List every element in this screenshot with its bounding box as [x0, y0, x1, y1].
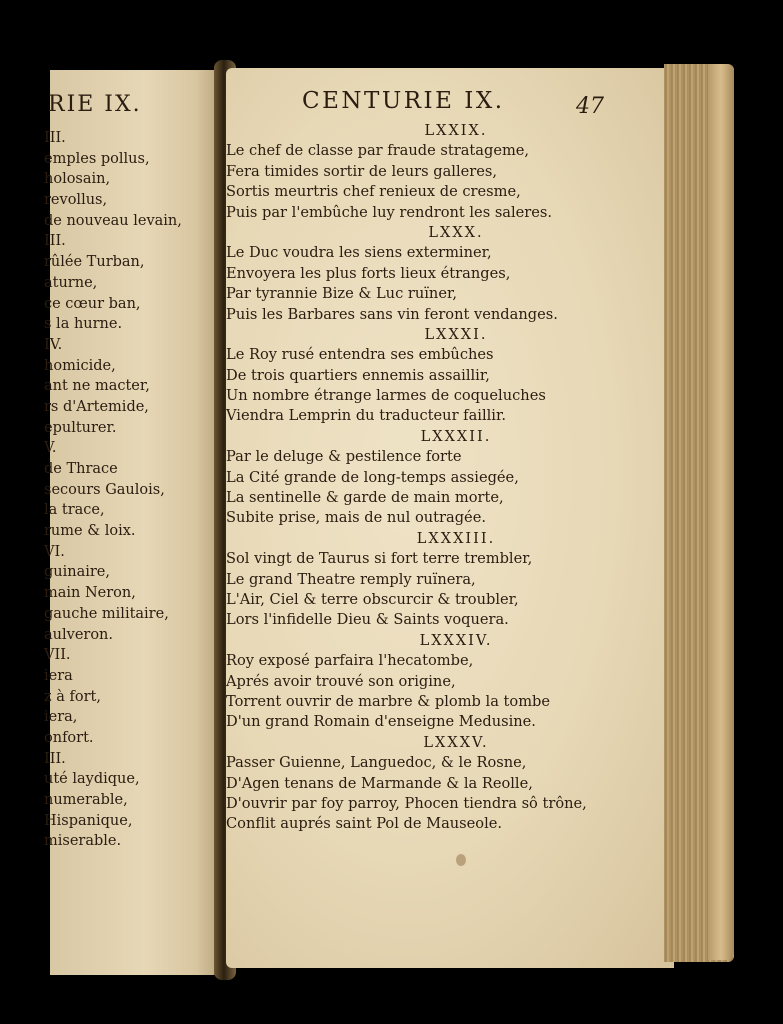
- right-page: [226, 68, 674, 968]
- verse-line: Aprés avoir trouvé son origine,: [226, 672, 456, 690]
- verse-line: Un nombre étrange larmes de coqueluches: [226, 387, 546, 405]
- left-page-line: gauche militaire,: [44, 605, 169, 622]
- verse-line: D'Agen tenans de Marmande & la Reolle,: [226, 774, 533, 792]
- quatrain-number: LXXX.: [428, 224, 484, 241]
- left-page-line: III.: [44, 750, 66, 767]
- left-page-text: [44, 128, 224, 852]
- left-page-line: III.: [44, 130, 66, 146]
- left-page-line: de Thrace: [44, 461, 118, 477]
- left-page-line: VI.: [44, 543, 65, 560]
- verse-line: Sortis meurtris chef renieux de cresme,: [226, 183, 521, 201]
- verse-line: Par tyrannie Bize & Luc ruïner,: [226, 285, 457, 303]
- quatrain-number: LXXXV.: [423, 734, 489, 751]
- verse-line: Le chef de classe par fraude stratageme,: [226, 142, 530, 160]
- verse-line: Puis les Barbares sans vin feront vendanges.: [226, 305, 558, 323]
- left-page-line: miserable.: [44, 833, 122, 850]
- verse-line: Puis par l'embûche luy rendront les saleres.: [226, 203, 553, 221]
- left-page-line: emples pollus,: [44, 150, 150, 167]
- verse-line: La sentinelle & garde de main morte,: [226, 489, 504, 507]
- left-page-line: uté laydique,: [44, 771, 140, 788]
- left-page-line: revollus,: [44, 192, 108, 209]
- left-page-line: secours Gaulois,: [44, 481, 165, 498]
- quatrain-number: LXXXIII.: [416, 530, 496, 547]
- verse-line: Lors l'infidelle Dieu & Saints voquera.: [226, 611, 509, 629]
- quatrain-number: LXXXIV.: [419, 632, 493, 649]
- left-page-line: rs d'Artemide,: [44, 398, 149, 415]
- left-page-line: Hispanique,: [44, 812, 133, 829]
- right-page-text: [226, 121, 666, 835]
- left-page-line: holosain,: [44, 171, 111, 188]
- quatrain-number: LXXXII.: [420, 428, 492, 445]
- paper-stain: [456, 854, 466, 866]
- left-page-line: ant ne macter,: [44, 378, 150, 395]
- quatrain-number: LXXIX.: [424, 123, 488, 139]
- left-page-line: epulturer.: [44, 419, 117, 436]
- left-page-line: z à fort,: [44, 688, 101, 705]
- left-page-line: la trace,: [44, 502, 105, 519]
- left-page-line: IV.: [44, 336, 63, 353]
- verse-line: L'Air, Ciel & terre obscurcir & troubler,: [226, 590, 519, 608]
- left-page-line: VII.: [44, 647, 71, 664]
- left-page-line: rûlée Turban,: [44, 254, 145, 271]
- verse-line: Le Roy rusé entendra ses embûches: [226, 346, 494, 364]
- left-page-line: aulveron.: [44, 626, 114, 643]
- page-title: CENTURIE IX.: [302, 88, 505, 114]
- verse-line: Roy exposé parfaira l'hecatombe,: [226, 652, 474, 670]
- left-page-line: numerable,: [44, 792, 128, 808]
- left-page-line: III.: [44, 233, 66, 250]
- verse-line: Viendra Lemprin du traducteur faillir.: [226, 407, 506, 425]
- left-page-line: ce cœur ban,: [44, 295, 141, 312]
- verse-line: Sol vingt de Taurus si fort terre trembler,: [226, 550, 533, 568]
- left-page-line: aturne,: [44, 274, 98, 291]
- left-page-line: onfort.: [44, 729, 94, 746]
- verse-line: Torrent ouvrir de marbre & plomb la tombe: [226, 692, 551, 710]
- left-page-line: homicide,: [44, 357, 116, 374]
- left-page-header: RIE IX.: [48, 92, 142, 117]
- verse-line: Fera timides sortir de leurs galleres,: [226, 162, 498, 180]
- verse-line: Envoyera les plus forts lieux étranges,: [226, 264, 511, 282]
- left-page-line: s la hurne.: [44, 316, 123, 333]
- left-page: [44, 70, 222, 975]
- verse-line: De trois quartiers ennemis assaillir,: [226, 366, 490, 384]
- left-page-line: main Neron,: [44, 585, 136, 602]
- left-page-line: guinaire,: [44, 564, 111, 581]
- verse-line: Le grand Theatre remply ruïnera,: [226, 570, 476, 588]
- verse-line: Subite prise, mais de nul outragée.: [226, 509, 486, 527]
- verse-line: Passer Guienne, Languedoc, & le Rosne,: [226, 754, 527, 772]
- left-page-line: iera,: [44, 709, 78, 726]
- left-page-line: rume & loix.: [44, 523, 136, 540]
- verse-line: Conflit auprés saint Pol de Mauseole.: [226, 815, 503, 833]
- verse-line: Le Duc voudra les siens exterminer,: [226, 244, 492, 262]
- verse-line: D'un grand Romain d'enseigne Medusine.: [226, 713, 536, 731]
- page-number: 47: [576, 94, 604, 119]
- verse-line: La Cité grande de long-temps assiegée,: [226, 468, 519, 486]
- left-page-line: de nouveau levain,: [44, 212, 182, 229]
- cover-edge: [708, 64, 734, 960]
- quatrain-number: LXXXI.: [424, 326, 488, 343]
- verse-line: D'ouvrir par foy parroy, Phocen tiendra sô trône,: [226, 794, 587, 812]
- left-page-line: V.: [44, 440, 57, 457]
- verse-line: Par le deluge & pestilence forte: [226, 448, 462, 466]
- left-page-line: iera: [44, 667, 73, 684]
